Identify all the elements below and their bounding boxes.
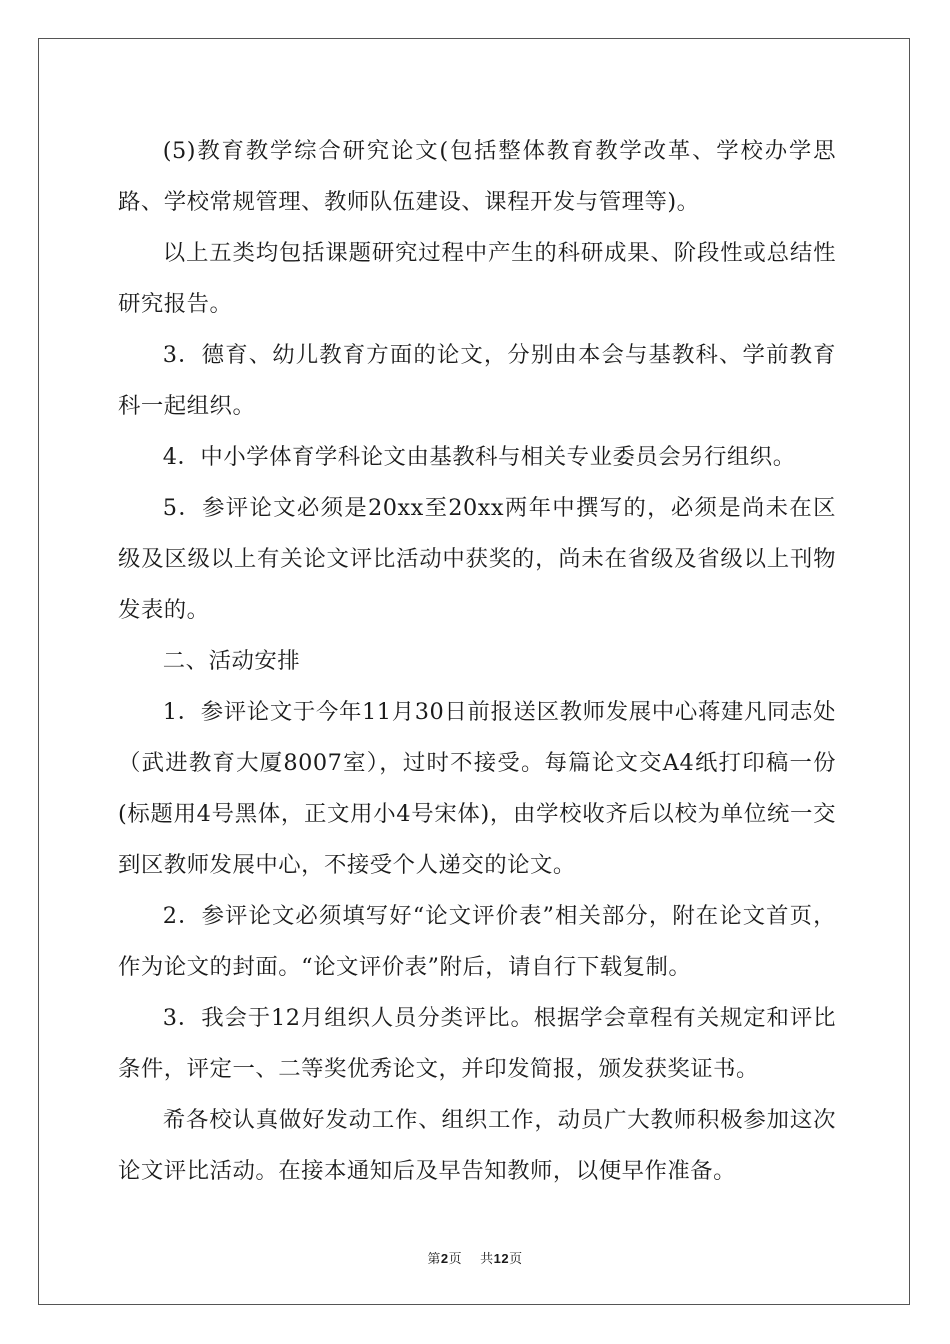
paragraph-arrangement-2: 2．参评论文必须填写好“论文评价表”相关部分，附在论文首页，作为论文的封面。“论文评价表”附后，请自行下载复制。 [118, 903, 836, 980]
paragraph-arrangement-3: 3．我会于12月组织人员分类评比。根据学会章程有关规定和评比条件，评定一、二等奖优秀论文，并印发简报，颁发获奖证书。 [118, 1005, 836, 1082]
paragraph-closing: 希各校认真做好发动工作、组织工作，动员广大教师积极参加这次论文评比活动。在接本通知后及早告知教师，以便早作准备。 [118, 1107, 836, 1184]
document-body [118, 126, 836, 1197]
paragraph-research-papers: (5)教育教学综合研究论文(包括整体教育教学改革、学校办学思路、学校常规管理、教师队伍建设、课程开发与管理等)。 [118, 138, 836, 215]
footer-page-prefix: 第 [427, 1252, 441, 1267]
section-heading-activity-arrangement: 二、活动安排 [162, 648, 301, 674]
page-footer [0, 1248, 950, 1267]
paragraph-five-categories: 以上五类均包括课题研究过程中产生的科研成果、阶段性或总结性研究报告。 [118, 240, 836, 317]
footer-total-pages: 12 [493, 1251, 510, 1266]
paragraph-item-4: 4．中小学体育学科论文由基教科与相关专业委员会另行组织。 [162, 444, 796, 470]
paragraph-item-3: 3．德育、幼儿教育方面的论文，分别由本会与基教科、学前教育科一起组织。 [118, 342, 836, 419]
paragraph-arrangement-1: 1．参评论文于今年11月30日前报送区教师发展中心蒋建凡同志处（武进教育大厦8007室），过时不接受。每篇论文交A4纸打印稿一份(标题用4号黑体，正文用小4号宋体)，由学校收齐后以校为单位统一交到区教师发展中心，不接受个人递交的论文。 [118, 699, 836, 878]
footer-total-suffix: 页 [509, 1252, 523, 1267]
paragraph-item-5: 5．参评论文必须是20xx至20xx两年中撰写的，必须是尚未在区级及区级以上有关论文评比活动中获奖的，尚未在省级及省级以上刊物发表的。 [118, 495, 836, 623]
footer-total-prefix: 共 [480, 1252, 494, 1267]
footer-page-suffix: 页 [448, 1252, 463, 1267]
footer-page-number: 2 [440, 1251, 449, 1266]
